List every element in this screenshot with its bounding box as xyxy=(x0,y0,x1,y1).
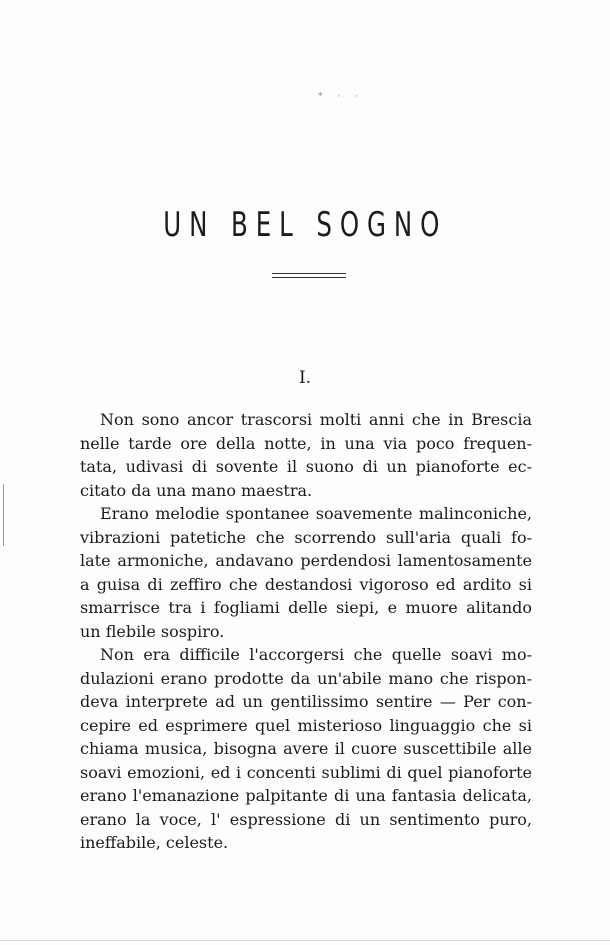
page-ornament: * · · xyxy=(318,92,364,102)
scan-bottom-edge xyxy=(0,940,610,941)
text-line: tata, udivasi di sovente il suono di un pianoforte ec- xyxy=(80,457,532,476)
text-line: ineffabile, celeste. xyxy=(80,833,229,852)
chapter-title: UN BEL SOGNO xyxy=(163,205,448,245)
title-rule-bottom xyxy=(272,277,346,278)
text-line: smarrisce tra i fogliami delle siepi, e muore alitando xyxy=(80,598,532,617)
text-line: chiama musica, bisogna avere il cuore suscettibile alle xyxy=(80,739,532,758)
body-text xyxy=(80,408,532,855)
text-line: un flebile sospiro. xyxy=(80,621,225,641)
text-line: Erano melodie spontanee soavemente malinconiche, xyxy=(100,504,532,523)
text-line: deva interprete ad un gentilissimo sentire — Per con- xyxy=(80,692,532,711)
text-line: citato da una mano maestra. xyxy=(80,480,313,500)
text-line: Non sono ancor trascorsi molti anni che in Brescia xyxy=(100,410,532,429)
title-rule-top xyxy=(272,273,346,274)
text-line: vibrazioni patetiche che scorrendo sull'aria quali fo- xyxy=(80,527,532,547)
text-line: erano la voce, l' espressione di un sentimento puro, xyxy=(80,809,532,829)
text-line: late armoniche, andavano perdendosi lamentosamente xyxy=(80,551,532,570)
text-line: soavi emozioni, ed i concenti sublimi di quel pianoforte xyxy=(80,762,532,782)
text-line: erano l'emanazione palpitante di una fantasia delicata, xyxy=(80,786,532,805)
text-line: cepire ed esprimere quel misterioso linguaggio che si xyxy=(80,715,532,735)
section-number: I. xyxy=(298,368,312,388)
text-line: Non era difficile l'accorgersi che quelle soavi mo- xyxy=(100,645,532,664)
text-line: nelle tarde ore della notte, in una via poco frequen- xyxy=(80,433,532,453)
scan-edge-mark xyxy=(3,484,4,546)
text-line: dulazioni erano prodotte da un'abile mano che rispon- xyxy=(80,668,532,688)
text-line: a guisa di zeffiro che destandosi vigoroso ed ardito si xyxy=(80,574,532,594)
